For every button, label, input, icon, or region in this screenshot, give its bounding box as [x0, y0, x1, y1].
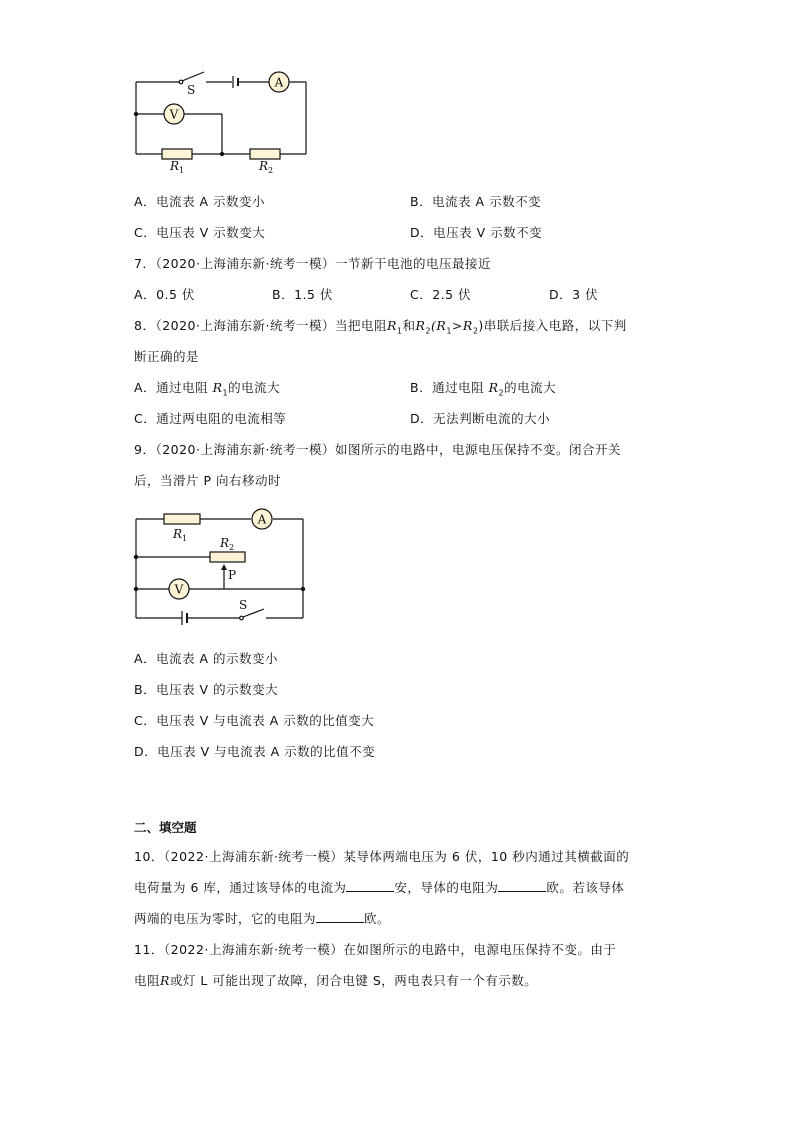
section-title: 二、填空题	[134, 820, 197, 835]
q10-stem: 10．（2022·上海浦东新·统考一模）某导体两端电压为 6 伏，10 秒内通过其横截面的	[134, 849, 630, 864]
r2-label: $R_2$	[220, 536, 235, 552]
q8-option-a: A．通过电阻 $R_1$的电流大	[134, 380, 281, 398]
switch-label: S	[239, 598, 248, 612]
q11-stem-line2: 电阻R或灯 L 可能出现了故障，闭合电键 S，两电表只有一个有示数。	[134, 973, 538, 988]
q7-option-a: A．0.5 伏	[134, 287, 195, 302]
q6-option-d: D．电压表 V 示数不变	[410, 225, 543, 240]
q6-option-a: A．电流表 A 示数变小	[134, 194, 266, 209]
q7-option-d: D．3 伏	[549, 287, 599, 302]
q7-option-c: C．2.5 伏	[410, 287, 472, 302]
q11-stem: 11．（2022·上海浦东新·统考一模）在如图所示的电路中，电源电压保持不变。由于	[134, 942, 617, 957]
q9-option-a: A．电流表 A 的示数变小	[134, 651, 279, 666]
resistor-r1	[164, 514, 200, 524]
svg-text:V: V	[174, 582, 184, 597]
answer-blank[interactable]	[498, 880, 546, 892]
q9-stem: 9．（2020·上海浦东新·统考一模）如图所示的电路中，电源电压保持不变。闭合开关	[134, 442, 621, 457]
answer-blank[interactable]	[346, 880, 394, 892]
q6-option-b: B．电流表 A 示数不变	[410, 194, 542, 209]
junction-dot	[134, 587, 138, 591]
q9-stem-line2: 后，当滑片 P 向右移动时	[134, 473, 281, 488]
q9-option-d: D．电压表 V 与电流表 A 示数的比值不变	[134, 744, 376, 759]
r1-label: $R_1$	[170, 159, 185, 175]
junction-dot	[301, 587, 305, 591]
q9-option-c: C．电压表 V 与电流表 A 示数的比值变大	[134, 713, 375, 728]
svg-text:A: A	[274, 75, 284, 90]
q7-stem: 7．（2020·上海浦东新·统考一模）一节新干电池的电压最接近	[134, 256, 491, 271]
q8-stem: 8．（2020·上海浦东新·统考一模）当把电阻$R_1$和$R_2(R_1>R_2)$串联后接入电路，以下判	[134, 318, 627, 336]
ammeter-icon	[252, 509, 272, 529]
r2-label: $R_2$	[259, 159, 274, 175]
slider-label: P	[228, 568, 237, 582]
q8-option-b: B．通过电阻 $R_2$的电流大	[410, 380, 557, 398]
rheostat-r2	[210, 552, 245, 562]
voltmeter-icon	[169, 579, 189, 599]
switch-label: S	[187, 83, 196, 97]
junction-dot	[134, 555, 138, 559]
q6-option-c: C．电压表 V 示数变大	[134, 225, 266, 240]
q7-option-b: B．1.5 伏	[272, 287, 333, 302]
q9-option-b: B．电压表 V 的示数变大	[134, 682, 279, 697]
svg-text:V: V	[169, 107, 179, 122]
q10-stem-line2: 电荷量为 6 库，通过该导体的电流为 安，导体的电阻为 欧。若该导体	[134, 880, 625, 895]
q10-stem-line3: 两端的电压为零时，它的电阻为 欧。	[134, 911, 391, 926]
answer-blank[interactable]	[316, 911, 364, 923]
r1-label: $R_1$	[173, 527, 188, 543]
q8-option-c: C．通过两电阻的电流相等	[134, 411, 287, 426]
q8-stem-line2: 断正确的是	[134, 349, 200, 364]
svg-text:A: A	[257, 512, 267, 527]
q8-option-d: D．无法判断电流的大小	[410, 411, 551, 426]
